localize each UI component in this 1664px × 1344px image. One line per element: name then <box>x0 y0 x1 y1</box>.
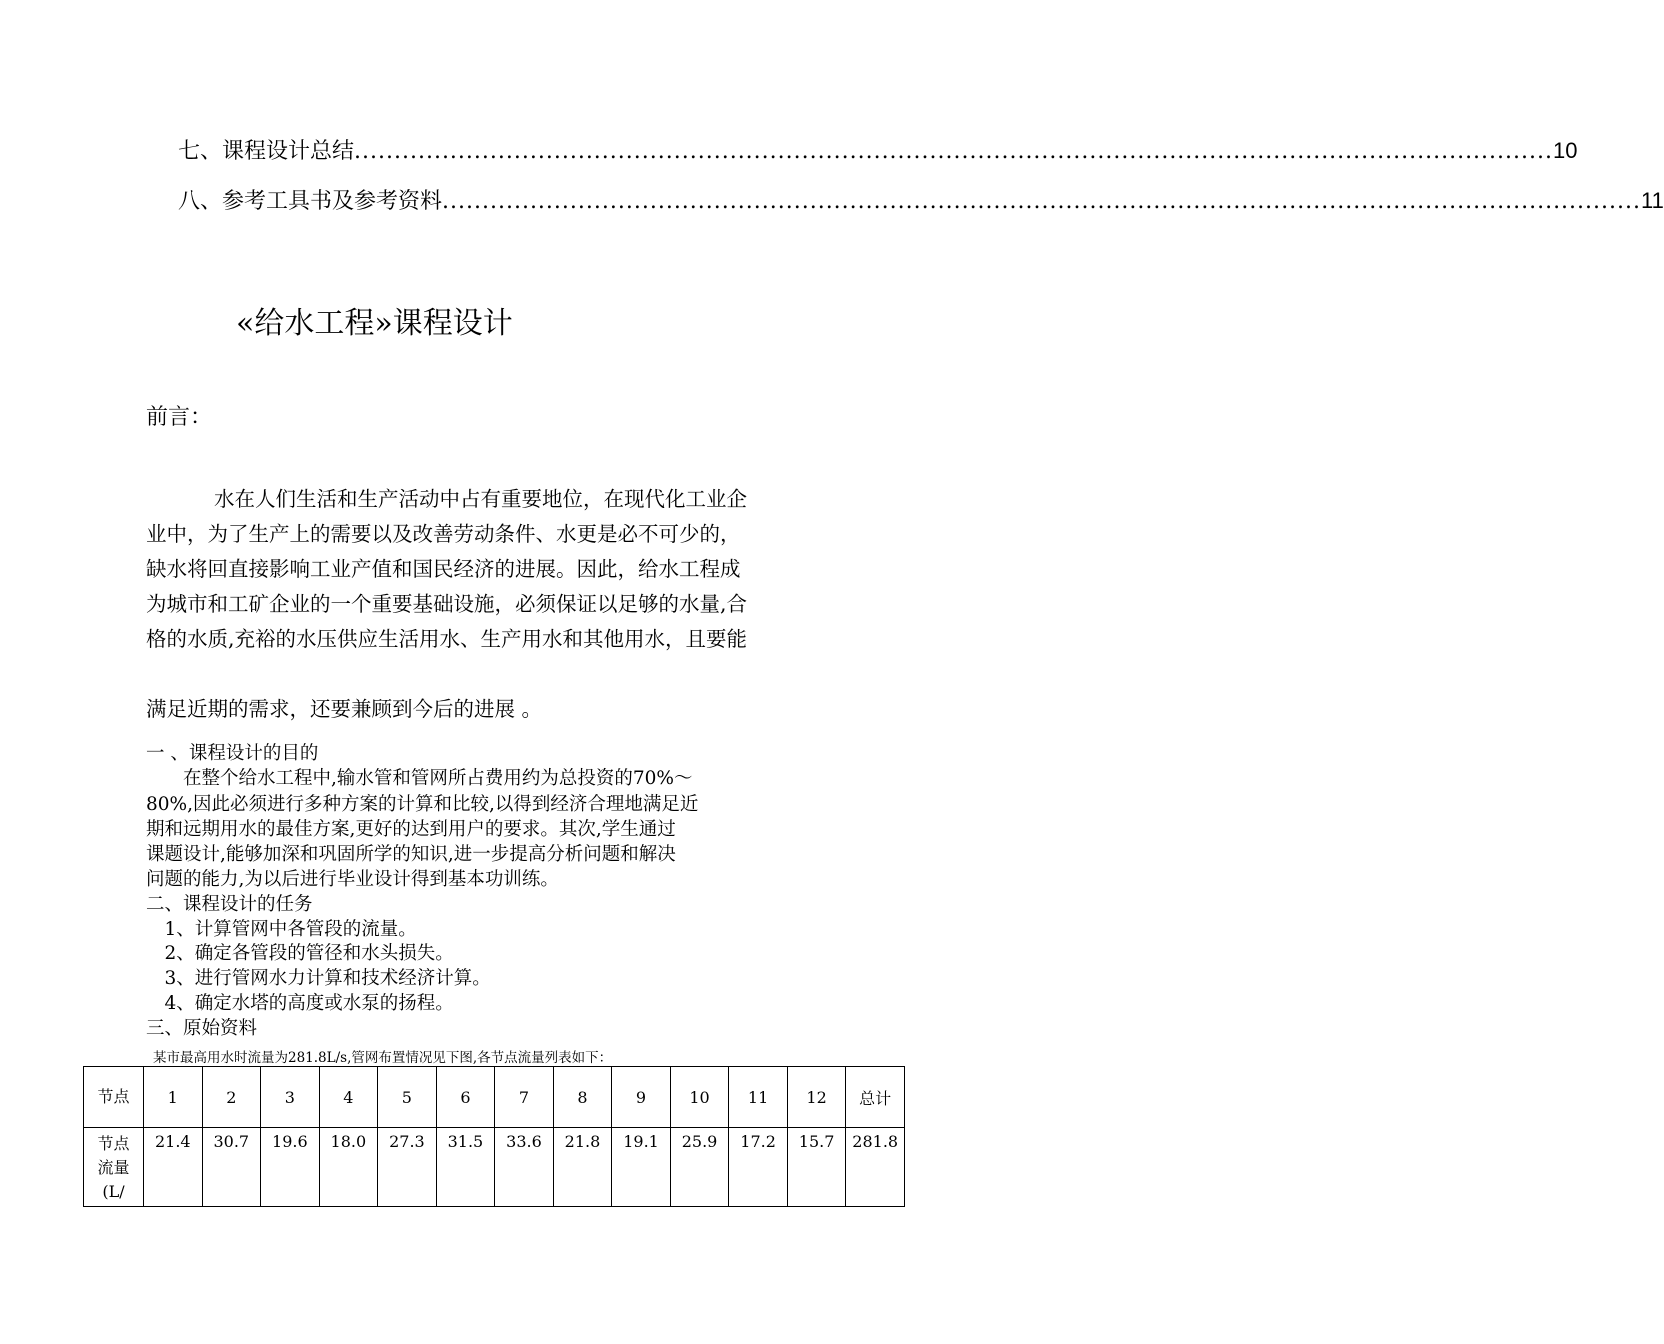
body-line: 问题的能力,为以后进行毕业设计得到基本功训练。 <box>146 869 559 890</box>
preface-line: 缺水将回直接影响工业产值和国民经济的进展。因此，给水工程成 <box>146 557 741 581</box>
table-header-cell: 3 <box>261 1067 320 1128</box>
table-caption: 某市最高用水时流量为281.8L/s,管网布置情况见下图,各节点流量列表如下： <box>153 1050 613 1066</box>
table-cell: 21.4 <box>144 1128 203 1207</box>
task-item: 4、确定水塔的高度或水泵的扬程。 <box>146 993 454 1014</box>
table-header-row <box>84 1067 905 1128</box>
toc-leader-dots: ...................................................................................................................................................... <box>442 189 1641 214</box>
preface-line: 为城市和工矿企业的一个重要基础设施，必须保证以足够的水量,合 <box>146 592 748 616</box>
document-title: «给水工程»课程设计 <box>236 306 513 341</box>
preface-heading: 前言： <box>146 405 213 430</box>
table-cell: 281.8 <box>846 1128 905 1207</box>
table-header-cell: 5 <box>378 1067 437 1128</box>
table-cell: 18.0 <box>319 1128 378 1207</box>
table-row-label: 节点流量(L/ <box>84 1128 144 1207</box>
table-header-cell: 7 <box>495 1067 554 1128</box>
table-header-cell: 8 <box>553 1067 612 1128</box>
table-cell: 31.5 <box>436 1128 495 1207</box>
toc-entry-text: 七、课程设计总结 <box>178 139 355 164</box>
table-header-cell: 10 <box>670 1067 729 1128</box>
table-cell: 27.3 <box>378 1128 437 1207</box>
table-header-cell: 9 <box>612 1067 671 1128</box>
table-header-cell: 2 <box>202 1067 261 1128</box>
table-header-cell: 11 <box>729 1067 788 1128</box>
toc-page-number: 11 <box>1641 188 1664 213</box>
section-heading: 一 、课程设计的目的 <box>146 743 319 764</box>
table-cell: 33.6 <box>495 1128 554 1207</box>
body-line: 期和远期用水的最佳方案,更好的达到用户的要求。其次,学生通过 <box>146 819 676 840</box>
table-cell: 19.6 <box>261 1128 320 1207</box>
toc-page-number: 10 <box>1553 138 1578 163</box>
table-row-label: 节点 <box>84 1067 144 1128</box>
table-cell: 19.1 <box>612 1128 671 1207</box>
preface-line: 格的水质,充裕的水压供应生活用水、生产用水和其他用水，且要能 <box>146 627 748 651</box>
toc-entry-text: 八、参考工具书及参考资料 <box>178 189 443 214</box>
table-header-cell: 6 <box>436 1067 495 1128</box>
table-header-cell: 4 <box>319 1067 378 1128</box>
table-cell: 25.9 <box>670 1128 729 1207</box>
preface-line: 水在人们生活和生产活动中占有重要地位，在现代化工业企 <box>214 487 747 511</box>
table-header-cell: 总计 <box>846 1067 905 1128</box>
node-flow-table <box>83 1066 905 1207</box>
toc-leader-dots: ...................................................................................................................................................... <box>354 139 1553 164</box>
toc-entry[interactable] <box>178 184 1664 218</box>
body-line: 80%,因此必须进行多种方案的计算和比较,以得到经济合理地满足近 <box>146 794 699 815</box>
preface-line: 业中，为了生产上的需要以及改善劳动条件、水更是必不可少的， <box>146 522 741 546</box>
body-line: 课题设计,能够加深和巩固所学的知识,进一步提高分析问题和解决 <box>146 844 676 865</box>
table-cell: 15.7 <box>787 1128 846 1207</box>
body-line: 在整个给水工程中,输水管和管网所占费用约为总投资的70%～ <box>146 768 693 789</box>
section-heading: 三、原始资料 <box>146 1018 258 1039</box>
table-header-cell: 1 <box>144 1067 203 1128</box>
table-row <box>84 1128 905 1207</box>
preface-line: 满足近期的需求，还要兼顾到今后的进展 。 <box>146 697 543 721</box>
table-cell: 21.8 <box>553 1128 612 1207</box>
table-header-cell: 12 <box>787 1067 846 1128</box>
toc-entry[interactable] <box>178 134 1578 168</box>
task-item: 1、计算管网中各管段的流量。 <box>146 919 417 940</box>
task-item: 2、确定各管段的管径和水头损失。 <box>146 943 454 964</box>
table-cell: 17.2 <box>729 1128 788 1207</box>
table-cell: 30.7 <box>202 1128 261 1207</box>
section-heading: 二、课程设计的任务 <box>146 894 313 915</box>
task-item: 3、进行管网水力计算和技术经济计算。 <box>146 968 491 989</box>
